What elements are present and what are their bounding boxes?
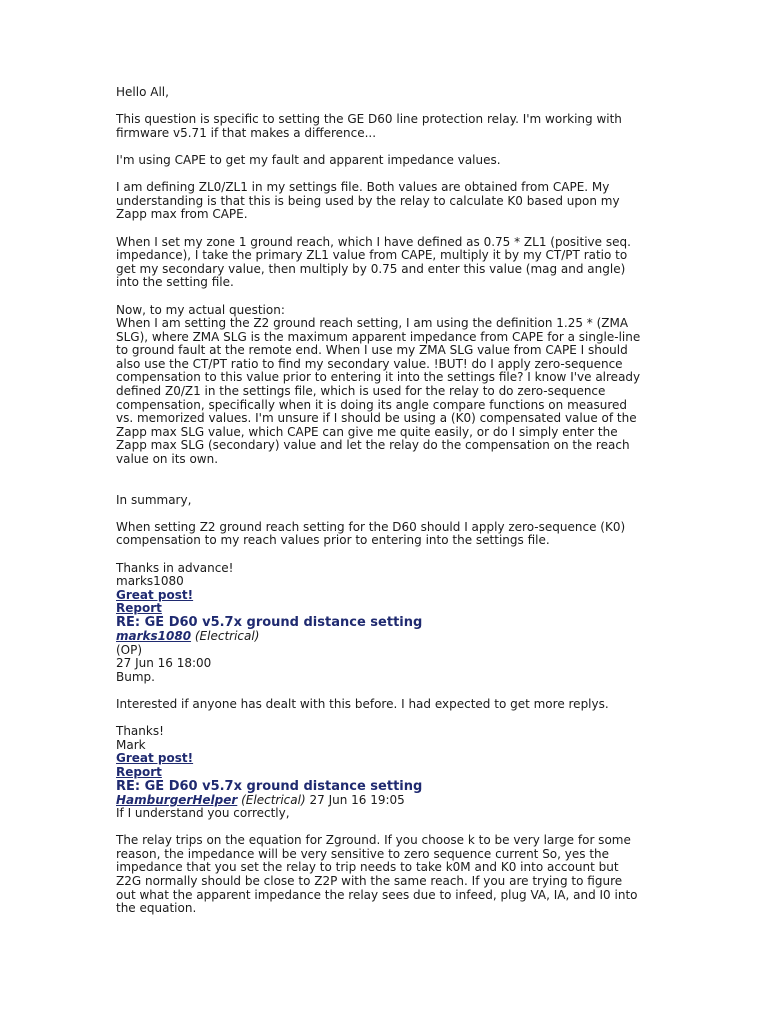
text-line: Z2G normally should be close to Z2P with the same reach. If you are trying to figure (116, 874, 623, 889)
text-line: Bump. (116, 669, 155, 684)
great-post-link[interactable]: Great post! (116, 751, 194, 766)
text-line: The relay trips on the equation for Zground. If you choose k to be very large for some (116, 833, 631, 848)
reply-post (116, 616, 656, 780)
paragraph (116, 181, 656, 222)
author-role: (Electrical) (241, 792, 306, 807)
text-line: defined Z0/Z1 in the settings file, which is used for the relay to do zero-sequence (116, 384, 606, 399)
post-title: RE: GE D60 v5.7x ground distance setting (116, 778, 423, 794)
author-link[interactable]: marks1080 (116, 628, 192, 643)
op-badge: (OP) (116, 642, 143, 657)
author-link[interactable]: HamburgerHelper (116, 792, 238, 807)
post-title: RE: GE D60 v5.7x ground distance setting (116, 614, 423, 630)
signature: Mark (116, 737, 146, 752)
reply-post (116, 780, 656, 916)
text-line: understanding is that this is being used by the relay to calculate K0 based upon my (116, 193, 620, 208)
text-line: I am defining ZL0/ZL1 in my settings file. Both values are obtained from CAPE. My (116, 180, 610, 195)
text-line: compensation, specifically when it is doing its angle compare functions on measured (116, 397, 628, 412)
text-line: Interested if anyone has dealt with this before. I had expected to get more replys. (116, 696, 609, 711)
text-line: vs. memorized values. I'm unsure if I should be using a (K0) compensated value of the (116, 411, 637, 426)
post-date: 27 Jun 16 19:05 (309, 792, 405, 807)
paragraph (116, 236, 656, 290)
paragraph (116, 113, 656, 140)
report-link[interactable]: Report (116, 601, 162, 616)
text-line: firmware v5.71 if that makes a difference... (116, 125, 377, 140)
text-line: to ground fault at the remote end. When I use my ZMA SLG value from CAPE I should (116, 343, 628, 358)
text-line: the equation. (116, 901, 197, 916)
text-line: I'm using CAPE to get my fault and apparent impedance values. (116, 152, 501, 167)
text-line: When setting Z2 ground reach setting for the D60 should I apply zero-sequence (K0) (116, 519, 626, 534)
text-line: get my secondary value, then multiply by 0.75 and enter this value (mag and angle) (116, 261, 626, 276)
text-line: compensation to my reach values prior to entering into the settings file. (116, 533, 550, 548)
report-link[interactable]: Report (116, 764, 162, 779)
paragraph (116, 521, 656, 548)
text-line: This question is specific to setting the GE D60 line protection relay. I'm working with (116, 112, 622, 127)
text-line: out what the apparent impedance the relay sees due to infeed, plug VA, IA, and I0 into (116, 887, 638, 902)
text-line: into the setting file. (116, 275, 234, 290)
great-post-link[interactable]: Great post! (116, 587, 194, 602)
text-line: Zapp max from CAPE. (116, 207, 248, 222)
thanks-text: Thanks in advance! (116, 560, 234, 575)
forum-thread (116, 86, 656, 916)
text-line: also use the CT/PT ratio to find my secondary value. !BUT! do I apply zero-sequence (116, 356, 623, 371)
text-line: reason, the impedance will be very sensitive to zero sequence current So, yes the (116, 846, 610, 861)
text-line: impedance that you set the relay to trip needs to take k0M and K0 into account but (116, 860, 619, 875)
text-line: value on its own. (116, 452, 219, 467)
text-line: When I set my zone 1 ground reach, which I have defined as 0.75 * ZL1 (positive seq. (116, 234, 631, 249)
text-line: Zapp max SLG (secondary) value and let the relay do the compensation on the reach (116, 438, 630, 453)
text-line: Zapp max SLG value, which CAPE can give me quite easily, or do I simply enter the (116, 424, 618, 439)
thanks-text: Thanks! (116, 724, 164, 739)
text-line: SLG), where ZMA SLG is the maximum apparent impedance from CAPE for a single-line (116, 329, 641, 344)
paragraph (116, 304, 656, 467)
author-role: (Electrical) (194, 628, 260, 643)
text-line: Now, to my actual question: (116, 302, 285, 317)
text-line: If I understand you correctly, (116, 806, 290, 821)
summary-heading: In summary, (116, 492, 192, 507)
text-line: impedance), I take the primary ZL1 value from CAPE, multiply it by my CT/PT ratio to (116, 248, 628, 263)
paragraph (116, 154, 656, 168)
greeting: Hello All, (116, 85, 169, 99)
signature: marks1080 (116, 574, 184, 589)
text-line: When I am setting the Z2 ground reach setting, I am using the definition 1.25 * (ZMA (116, 316, 629, 331)
paragraph (116, 834, 656, 916)
post-date: 27 Jun 16 18:00 (116, 656, 212, 671)
text-line: compensation to this value prior to entering it into the settings file? I know I've already (116, 370, 641, 385)
original-post (116, 86, 656, 616)
